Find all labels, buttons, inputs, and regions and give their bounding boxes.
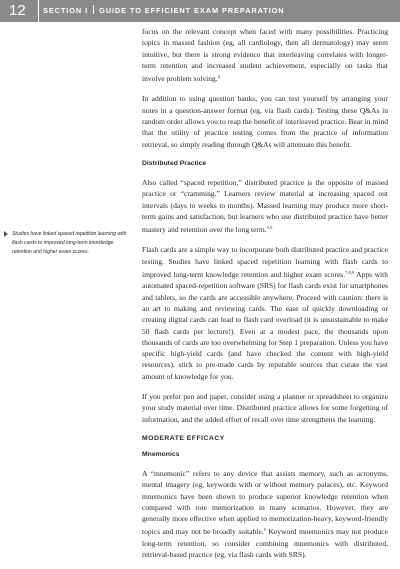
paragraph: In addition to using question banks, you can test yourself by arranging your notes in a question-answer format (eg, via flash cards). Testing these Q&As in random order allows you to reap the benefit of interleaved practice. Bear in mind that the utility of practice testing comes from the practice of information retrieval, so simply reading through Q&As will attenuate this benefit. <box>142 94 388 149</box>
paragraph-text: Flash cards are a simple way to incorporate both distributed practice and practice testing. Studies have linked spaced repetition learning with flash cards to improved long-term knowledge retention and higher exam scores. <box>142 245 388 280</box>
section-heading-moderate-efficacy: MODERATE EFFICACY <box>142 434 225 442</box>
header-divider <box>38 0 39 22</box>
paragraph: If you prefer pen and paper, consider using a planner or spreadsheet to organize your study material over time. Distributed practice allows for some forgetting of information, and the added effort of recall over time strengthens the learning. <box>142 392 388 424</box>
page-header <box>0 0 400 22</box>
paragraph <box>142 244 388 382</box>
paragraph-text: focus on the relevant concept when faced with many possibilities. Practicing topics in massed fashion (eg, all cardiology, then all dermatology) may seem intuitive, but there is strong evidence that interleaving correlates with longer-term retention and increased student achievement, especially on tasks that involve problem solving. <box>142 27 388 84</box>
paragraph-text: Apps with automated spaced-repetition software (SRS) for flash cards exist for smartphones and tablets, so the cards are accessible anywhere. Proceed with caution: there is an art to making and reviewing cards. The ease of quickly downloading or creating digital cards can lead to flash card overload (it is unsustainable to make 50 flash cards per lecture!). Even at a modest pace, the thousands upon thousands of cards are too overwhelming for Step 1 preparation. Unless you have specific high-yield cards (and have checked the content with high-yield resources), stick to pre-made cards by reputable sources that curate the vast amount of knowledge for you. <box>142 270 389 381</box>
chapter-title: GUIDE TO EFFICIENT EXAM PREPARATION <box>99 6 285 15</box>
paragraph <box>142 26 388 84</box>
paragraph-text: Keyword mnemonics may not produce long-term retention, so consider combining mnemonics with distributed, retrieval-based practice (eg, via flash cards with SRS). <box>142 527 388 559</box>
paragraph-text: A “mnemonic” refers to any device that assists memory, such as acronyms, mental imagery (eg, keywords with or without memory palaces), etc. Keyword mnemonics have been shown to produce superior knowledge retention when compared with rote memorization in many scenarios. However, they are generally more effective when applied to memorization-heavy, keyword-friendly topics and may not be broadly suitable. <box>142 468 388 537</box>
paragraph <box>142 468 388 560</box>
margin-note <box>4 230 132 257</box>
section-label: SECTION I <box>43 6 89 15</box>
pointer-arrow-icon <box>4 231 8 237</box>
body-text <box>142 26 388 569</box>
page-number: 12 <box>9 2 26 19</box>
citation: 7,8,9 <box>345 270 355 276</box>
citation: 4 <box>217 74 220 80</box>
paragraph-text: Also called “spaced repetition,” distributed practice is the opposite of massed practice or “cramming.” Learners review material at increasing spaced out intervals (days to weeks to months). Massed learning may produce more short-term gains and satisfaction, but learners who use distributed practice have better mastery and retention over the long term. <box>142 177 388 235</box>
citation: 5,9 <box>266 225 273 231</box>
citation: 5 <box>263 527 266 533</box>
subheading-distributed-practice: Distributed Practice <box>142 159 207 167</box>
subheading-mnemonics: Mnemonics <box>142 450 180 458</box>
paragraph <box>142 177 388 235</box>
section-divider <box>93 5 94 14</box>
running-head <box>43 5 285 17</box>
margin-note-text: Studies have linked spaced repetition learning with flash cards to improved long-term knowledge retention and higher exam scores. <box>12 231 127 255</box>
